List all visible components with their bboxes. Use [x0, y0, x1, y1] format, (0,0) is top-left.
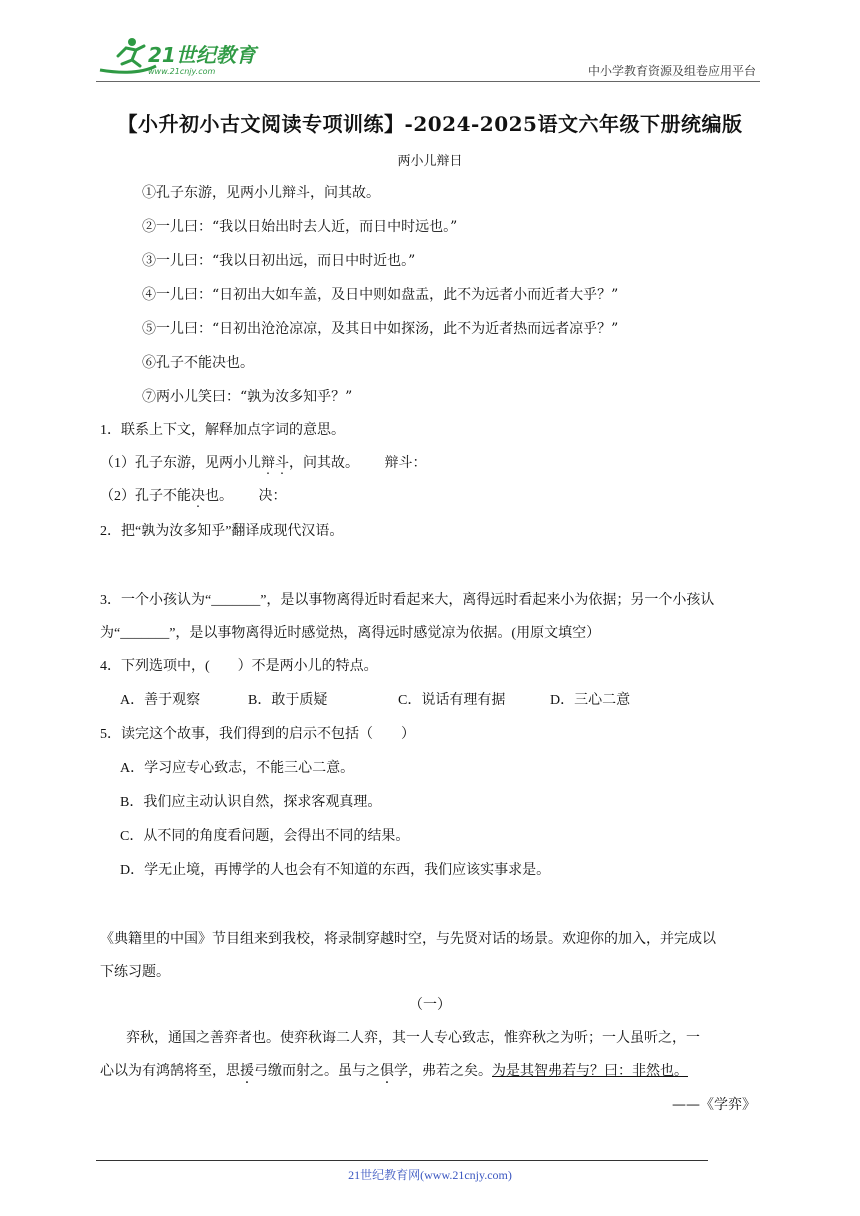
source-citation: ——《学弈》	[672, 1097, 756, 1113]
question-3-line1: 3．一个小孩认为“_______”，是以事物离得近时看起来大，离得远时看起来小为依据；另一个小孩认	[100, 593, 715, 608]
question-text: ，问其故。	[289, 456, 359, 471]
dotted-char: 辩	[261, 456, 275, 471]
option-a: A．学习应专心致志，不能三心二意。	[120, 761, 355, 776]
runner-logo-icon	[96, 36, 266, 80]
question-text: 也。	[205, 489, 233, 504]
question-text: （1）孔子东游，见两小儿	[100, 456, 261, 471]
passage-line: ①孔子东游，见两小儿辩斗，问其故。	[142, 185, 380, 201]
logo-text: 21世纪教育	[148, 43, 256, 67]
dotted-char: 斗	[275, 456, 289, 471]
question-5: 5．读完这个故事，我们得到的启示不包括（ ）	[100, 727, 415, 742]
option-c: C．说话有理有据	[398, 693, 506, 708]
question-3-line2: 为“_______”，是以事物离得近时感觉热，离得远时感觉凉为依据。(用原文填空）	[100, 626, 601, 641]
question-1-1	[100, 455, 427, 473]
question-1: 1．联系上下文，解释加点字词的意思。	[100, 423, 345, 438]
underlined-sentence: 为是其智弗若与？曰：非然也。	[492, 1063, 688, 1079]
dotted-char: 俱	[380, 1063, 394, 1079]
passage-line: ②一儿曰：“我以日始出时去人近，而日中时远也。”	[142, 219, 458, 235]
passage-line: ⑦两小儿笑曰：“孰为汝多知乎？”	[142, 389, 353, 405]
passage-title: 两小儿辩日	[397, 154, 463, 169]
question-2: 2．把“孰为汝多知乎”翻译成现代汉语。	[100, 524, 344, 539]
question-text: （2）孔子不能	[100, 489, 191, 504]
document-title: 【小升初小古文阅读专项训练】-2024-2025语文六年级下册统编版	[117, 112, 743, 136]
option-d: D．学无止境，再博学的人也会有不知道的东西，我们应该实事求是。	[120, 863, 551, 878]
section-intro-line1: 《典籍里的中国》节目组来到我校，将录制穿越时空，与先贤对话的场景。欢迎你的加入，并完成以	[100, 932, 716, 947]
answer-label: 决：	[258, 489, 287, 504]
dotted-char: 援	[240, 1063, 254, 1079]
section-intro-line2: 下练习题。	[100, 965, 170, 980]
passage-text: 心以为有鸿鹄将至，思	[100, 1063, 240, 1079]
header-divider	[96, 81, 760, 82]
passage-line: ③一儿曰：“我以日初出远，而日中时近也。”	[142, 253, 416, 269]
answer-label: 辩斗：	[384, 456, 427, 471]
passage-line	[100, 1062, 688, 1080]
passage-text: 学，弗若之矣。	[394, 1063, 492, 1079]
question-4: 4．下列选项中，( ）不是两小儿的特点。	[100, 659, 378, 674]
footer-link[interactable]: 21世纪教育网(www.21cnjy.com)	[348, 1168, 512, 1182]
logo	[96, 36, 266, 80]
option-b: B．我们应主动认识自然，探求客观真理。	[120, 795, 382, 810]
footer-divider	[96, 1160, 708, 1161]
passage-text: 弓缴而射之。虽与之	[254, 1063, 380, 1079]
platform-label: 中小学教育资源及组卷应用平台	[587, 64, 756, 78]
passage-line: ⑤一儿曰：“日初出沧沧凉凉，及其日中如探汤，此不为近者热而远者凉乎？”	[142, 321, 619, 337]
option-a: A．善于观察	[120, 693, 201, 708]
option-d: D．三心二意	[550, 693, 631, 708]
option-b: B．敢于质疑	[248, 693, 328, 708]
passage-line: ⑥孔子不能决也。	[142, 355, 254, 371]
subsection-title: （一）	[409, 998, 451, 1013]
logo-url: www.21cnjy.com	[148, 67, 216, 76]
option-c: C．从不同的角度看问题，会得出不同的结果。	[120, 829, 410, 844]
passage-line: ④一儿曰：“日初出大如车盖，及日中则如盘盂，此不为远者小而近者大乎？”	[142, 287, 619, 303]
passage-line: 弈秋，通国之善弈者也。使弈秋诲二人弈，其一人专心致志，惟弈秋之为听；一人虽听之，一	[126, 1030, 700, 1046]
dotted-char: 决	[191, 489, 205, 504]
question-1-2	[100, 488, 287, 506]
